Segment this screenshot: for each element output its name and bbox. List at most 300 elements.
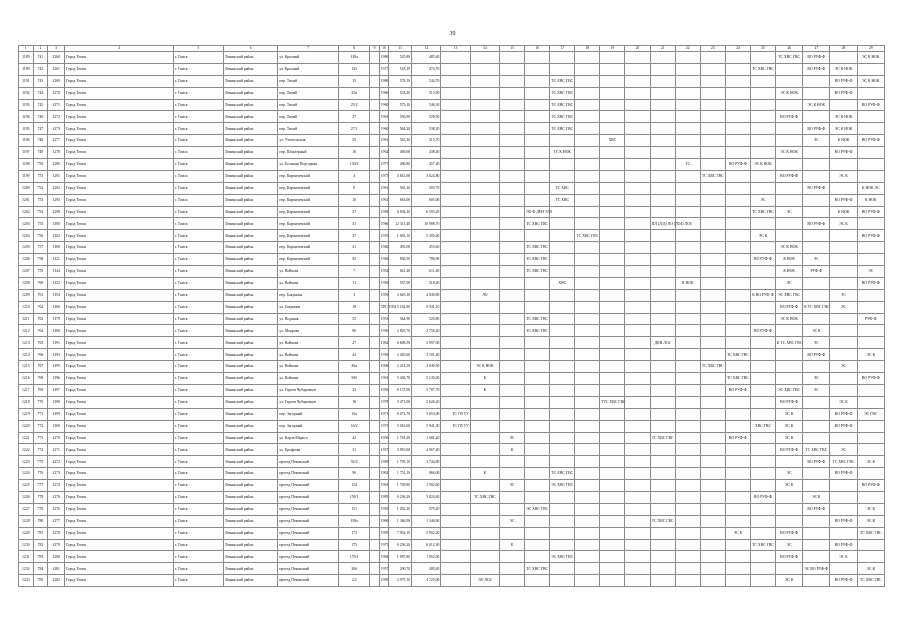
table-cell: ЛО ЛО2 [470,575,499,587]
table-cell: 1984 [379,551,388,563]
table-cell: 18 [338,301,369,313]
table-cell [803,147,830,159]
table-cell: 1229 [19,527,34,539]
table-cell [725,111,750,123]
table-cell [500,468,525,480]
table-cell: Город Томск [65,87,174,99]
table-cell: 173 [338,527,369,539]
table-cell [857,491,884,503]
table-cell [500,361,525,373]
table-cell: ТС [830,289,857,301]
table-cell: 3 465,60 [389,349,412,361]
table-row [19,325,885,337]
table-cell [370,301,379,313]
table-cell: 3 101,40 [412,349,441,361]
table-cell [500,75,525,87]
table-cell: г. Томск [173,361,223,373]
table-cell [725,337,750,349]
table-cell: ТС ХВС ГВС [550,75,575,87]
table-cell [725,75,750,87]
table-row [19,373,885,385]
table-cell [803,289,830,301]
table-cell [625,301,650,313]
table-cell [370,575,379,587]
table-cell [675,503,700,515]
table-cell: 767 [33,361,48,373]
table-cell [830,52,857,64]
table-cell: 1261 [48,63,65,75]
table-cell: Ленинский район [223,75,277,87]
table-cell [725,218,750,230]
table-cell [500,408,525,420]
table-cell [441,63,470,75]
table-cell: 1212 [19,325,34,337]
table-cell [525,87,550,99]
table-cell: проезд Пекинский [278,527,339,539]
table-cell [803,277,830,289]
table-cell: 1279 [48,539,65,551]
column-number-cell: 10 [379,46,388,52]
column-number-cell: 19 [600,46,625,52]
table-cell [803,551,830,563]
table-cell: 1986 [379,218,388,230]
table-cell: Ленинский район [223,266,277,278]
table-cell: ул. Войкова [278,337,339,349]
table-cell: 2 975,10 [389,575,412,587]
table-cell: 1360 [48,301,65,313]
table-cell [441,277,470,289]
table-cell [500,230,525,242]
table-cell: г. Томск [173,75,223,87]
table-cell [675,99,700,111]
table-cell [625,206,650,218]
table-cell [803,527,830,539]
table-cell: Город Томск [65,491,174,503]
table-cell [650,277,675,289]
table-cell: ВО РУФ-Ф [803,63,830,75]
table-cell: 96 [338,468,369,480]
table-cell [550,254,575,266]
table-cell: Город Томск [65,170,174,182]
table-cell [441,503,470,515]
table-cell [750,242,775,254]
table-cell [500,147,525,159]
table-cell [650,539,675,551]
table-cell [675,63,700,75]
table-cell: 1207 [19,266,34,278]
table-cell [725,503,750,515]
table-cell [470,87,499,99]
table-cell: 1291 [48,170,65,182]
table-cell: ЭС К НОК [750,159,775,171]
table-cell: К НОК [776,266,803,278]
table-cell [575,480,600,492]
table-cell: ТТС ХВС ГВС [600,396,625,408]
table-cell [550,432,575,444]
table-cell [470,349,499,361]
table-cell [370,194,379,206]
table-cell [857,242,884,254]
table-cell [675,539,700,551]
table-cell: ЛО Ф ДЕН ЭЛЭ [525,206,550,218]
table-cell [575,182,600,194]
table-cell: ТС ХВС ГВС [525,563,550,575]
table-cell [700,539,725,551]
table-cell: 6 994,20 [389,206,412,218]
table-cell [725,123,750,135]
table-cell: 1205 [19,242,34,254]
table-cell [550,63,575,75]
table-cell [625,480,650,492]
table-cell [776,349,803,361]
table-cell [625,408,650,420]
table-cell: 1204 [19,230,34,242]
table-cell: ТС [675,159,700,171]
table-cell: 12 311,40 [389,218,412,230]
table-cell: ЭС [500,480,525,492]
table-cell: г. Томск [173,456,223,468]
table-cell: ДЕН ЛО2 [650,337,675,349]
table-cell [803,242,830,254]
table-cell [525,194,550,206]
table-cell [830,527,857,539]
table-cell: 760 [33,277,48,289]
table-cell [650,527,675,539]
table-cell: 143 [338,63,369,75]
table-cell: ул. Ерофеева [278,444,339,456]
table-cell: ТС ХВС ГВС [470,491,499,503]
table-cell: 779 [33,503,48,515]
table-cell: ВО РУФ-Ф [776,551,803,563]
table-cell: 44 [338,349,369,361]
table-cell: ХВС ГВС [750,420,775,432]
table-cell [441,491,470,503]
table-cell: Ленинский район [223,384,277,396]
table-cell: 1220 [19,420,34,432]
table-cell: ТС ГВ ТУ [441,408,470,420]
table-cell: 783 [33,551,48,563]
table-body [19,46,885,587]
table-cell: ЭС [803,384,830,396]
table-cell [370,99,379,111]
table-cell [857,218,884,230]
column-number-cell: 28 [830,46,857,52]
table-cell: г. Томск [173,63,223,75]
table-cell [575,63,600,75]
table-cell [550,515,575,527]
table-cell: 1973 [379,420,388,432]
table-cell [857,396,884,408]
table-cell: Город Томск [65,230,174,242]
table-cell [725,135,750,147]
table-cell [370,551,379,563]
table-cell [700,373,725,385]
table-cell [575,384,600,396]
table-cell: 4 [338,170,369,182]
table-cell [650,182,675,194]
table-cell [525,515,550,527]
table-cell: ЭС К НОК [776,147,803,159]
table-cell [750,111,775,123]
table-cell [857,337,884,349]
table-row [19,337,885,349]
table-cell: ВО РУФ-Ф [830,575,857,587]
table-cell [470,218,499,230]
table-cell: 1231 [19,551,34,563]
table-cell: 31 [338,218,369,230]
table-cell: ЭС К [830,396,857,408]
table-cell: ТС ХВС ГВС [776,52,803,64]
table-cell [803,194,830,206]
table-cell: 1948 [379,254,388,266]
table-cell [525,551,550,563]
table-cell [650,63,675,75]
table-cell [525,539,550,551]
table-cell [525,491,550,503]
table-cell [776,182,803,194]
table-cell: 1986 [379,52,388,64]
table-cell: Город Томск [65,563,174,575]
table-cell [370,277,379,289]
table-cell: 7 902,10 [389,527,412,539]
table-cell [600,337,625,349]
table-cell: 5 305,40 [412,230,441,242]
table-cell [470,277,499,289]
table-cell: Ленинский район [223,52,277,64]
table-cell: 493,00 [389,242,412,254]
table-row [19,480,885,492]
table-cell: пер. Загорный [278,408,339,420]
table-cell [776,159,803,171]
table-cell [650,147,675,159]
table-cell [675,313,700,325]
table-cell: ТС ХВС ГВС [750,63,775,75]
table-cell [600,159,625,171]
table-cell: пер. Загорный [278,420,339,432]
table-cell: 773 [33,432,48,444]
table-cell: Город Томск [65,432,174,444]
table-cell: ЭС К [857,503,884,515]
table-cell [857,551,884,563]
table-cell: ЭС К [857,456,884,468]
table-cell [500,63,525,75]
table-row [19,170,885,182]
column-number-cell: 27 [803,46,830,52]
table-cell [700,63,725,75]
table-cell [830,182,857,194]
table-cell [725,206,750,218]
column-number-cell: 29 [857,46,884,52]
table-cell: Ленинский район [223,337,277,349]
table-row [19,527,885,539]
table-cell [441,218,470,230]
table-cell: проезд Пекинский [278,456,339,468]
table-cell: 474,70 [412,63,441,75]
table-cell [500,206,525,218]
table-cell [441,527,470,539]
table-cell: Город Томск [65,325,174,337]
table-cell: Ленинский район [223,135,277,147]
table-cell [600,277,625,289]
table-cell [370,527,379,539]
table-cell [725,63,750,75]
column-number-cell: 18 [575,46,600,52]
table-cell [600,230,625,242]
table-cell: 563,30 [389,182,412,194]
table-cell [370,147,379,159]
table-cell: 175 [338,539,369,551]
table-cell: Город Томск [65,52,174,64]
table-cell [750,52,775,64]
table-cell [500,242,525,254]
table-cell: 1213 [19,337,34,349]
table-cell: Ленинский район [223,432,277,444]
table-cell: 5 016,60 [389,420,412,432]
table-cell [830,99,857,111]
table-cell: 1293 [48,194,65,206]
table-cell [370,349,379,361]
table-cell [600,432,625,444]
table-cell [370,170,379,182]
table-cell [625,456,650,468]
table-cell: ЭС К [776,575,803,587]
table-cell [470,63,499,75]
table-cell [625,503,650,515]
table-cell [700,266,725,278]
table-cell: 1958 [379,277,388,289]
table-cell: ВО РУФ-Ф [750,491,775,503]
table-cell [600,515,625,527]
table-cell: 1192 [19,87,34,99]
table-cell: ТС ХВС ГВС [725,349,750,361]
table-cell: проезд Пекинский [278,491,339,503]
table-cell [776,230,803,242]
table-cell [675,527,700,539]
table-cell [625,230,650,242]
table-cell: 1962 [379,468,388,480]
table-cell: 1961 [379,480,388,492]
table-cell: ЭС [830,444,857,456]
table-cell [700,456,725,468]
table-cell [470,337,499,349]
table-cell [441,301,470,313]
table-cell: Город Томск [65,75,174,87]
table-cell [370,254,379,266]
table-cell [550,503,575,515]
table-cell [750,480,775,492]
table-row [19,396,885,408]
table-cell [625,361,650,373]
table-cell: 3 [338,289,369,301]
table-cell [750,503,775,515]
table-cell [650,206,675,218]
table-cell: ул. Большая Подгорная [278,159,339,171]
table-cell: ТС ХВС ГВС [550,111,575,123]
table-cell [725,551,750,563]
table-cell [600,182,625,194]
table-cell: К НОК [830,135,857,147]
table-cell [830,230,857,242]
table-cell [750,551,775,563]
table-cell [700,349,725,361]
table-cell [600,361,625,373]
table-cell: ВО РУФ-Ф [830,515,857,527]
table-row [19,218,885,230]
table-cell [700,432,725,444]
table-cell: 1379 [48,313,65,325]
table-cell: К НОК ЭС [857,182,884,194]
table-cell: 1958 [379,206,388,218]
table-cell [370,111,379,123]
table-cell: ЭС К [857,349,884,361]
table-cell: 1272 [48,111,65,123]
table-cell [750,349,775,361]
table-cell [650,384,675,396]
table-cell [550,420,575,432]
table-cell [470,527,499,539]
table-cell: 4 725,00 [412,575,441,587]
table-cell [470,182,499,194]
table-cell: 1975 [379,170,388,182]
table-cell: 1209 [19,289,34,301]
table-cell: 1278 [48,527,65,539]
table-cell: 1274 [48,480,65,492]
table-cell [550,289,575,301]
table-cell: 1302 [48,230,65,242]
table-cell: 1278 [48,147,65,159]
table-cell: Ленинский район [223,349,277,361]
table-cell [441,135,470,147]
table-cell: ХВС [600,135,625,147]
table-cell [525,159,550,171]
table-cell [525,111,550,123]
table-cell [625,527,650,539]
table-cell [725,444,750,456]
table-cell: 3 645,10 [389,289,412,301]
table-cell [750,182,775,194]
table-cell [725,289,750,301]
table-cell [675,147,700,159]
table-cell [776,456,803,468]
table-cell: Ленинский район [223,527,277,539]
table-cell [700,563,725,575]
table-cell: пер. Карпичевский [278,254,339,266]
table-cell [675,491,700,503]
table-cell: ул. Водяная [278,313,339,325]
table-cell: Город Томск [65,277,174,289]
table-cell: Ленинский район [223,325,277,337]
table-cell [650,230,675,242]
table-cell: Ленинский район [223,444,277,456]
table-cell: г. Томск [173,194,223,206]
table-cell [857,361,884,373]
table-cell [700,147,725,159]
table-cell [650,159,675,171]
table-cell [750,266,775,278]
table-cell: ЭС [830,301,857,313]
table-cell [575,313,600,325]
table-cell [830,266,857,278]
table-cell [370,480,379,492]
table-cell [750,218,775,230]
table-cell: 765 [33,337,48,349]
table-cell [470,301,499,313]
table-cell [750,75,775,87]
table-cell [857,468,884,480]
table-cell: 1190 [19,63,34,75]
table-cell [650,503,675,515]
table-cell: 1280 [48,551,65,563]
